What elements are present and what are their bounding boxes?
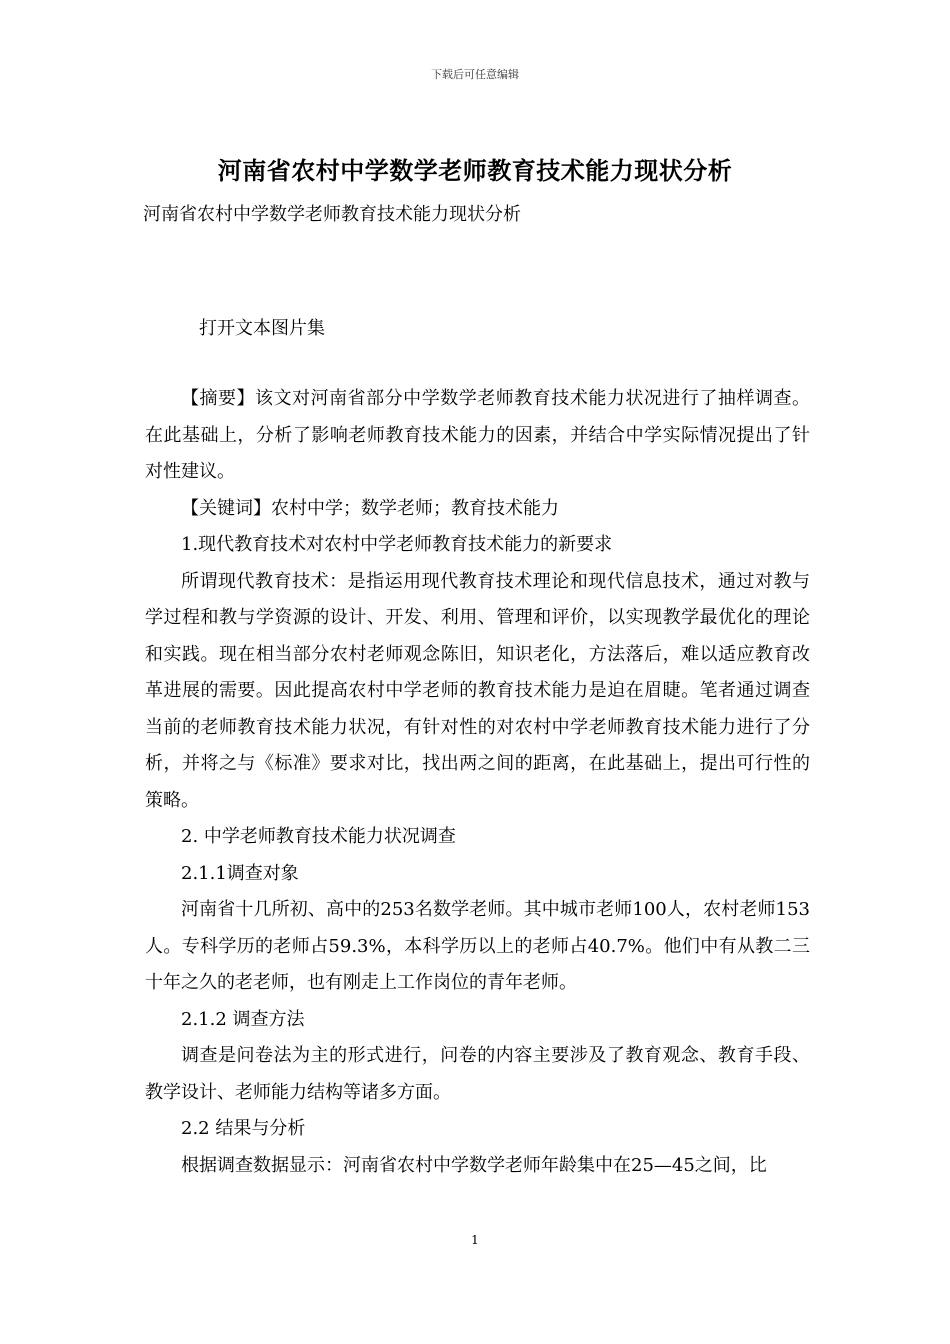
header-note: 下载后可任意编辑 [431, 68, 519, 81]
subsection-heading-2-1-2: 2.1.2 调查方法 [181, 1008, 305, 1030]
body-paragraph: 河南省十几所初、高中的253名数学老师。其中城市老师100人，农村老师153人。专科学历的老师占59.3%，本科学历以上的老师占40.7%。他们中有从教二三十年之久的老老师，也有刚走上工作岗位的青年老师。 [145, 899, 810, 993]
open-image-gallery-link[interactable]: 打开文本图片集 [199, 318, 325, 339]
document-body [145, 381, 810, 1184]
body-paragraph: 调查是问卷法为主的形式进行，问卷的内容主要涉及了教育观念、教育手段、教学设计、老师能力结构等诸多方面。 [145, 1045, 810, 1103]
document-subtitle: 河南省农村中学数学老师教育技术能力现状分析 [143, 204, 521, 225]
subsection-heading-2-1-1: 2.1.1调查对象 [181, 862, 299, 884]
section-heading-1: 1.现代教育技术对农村中学老师教育技术能力的新要求 [181, 534, 613, 555]
keywords-paragraph: 【关键词】农村中学；数学老师；教育技术能力 [181, 497, 559, 519]
section-heading-2: 2. 中学老师教育技术能力状况调查 [181, 826, 456, 847]
page-number: 1 [471, 1233, 479, 1247]
abstract-paragraph: 【摘要】该文对河南省部分中学数学老师教育技术能力状况进行了抽样调查。在此基础上，分析了影响老师教育技术能力的因素，并结合中学实际情况提出了针对性建议。 [145, 388, 810, 482]
body-paragraph: 所谓现代教育技术：是指运用现代教育技术理论和现代信息技术，通过对教与学过程和教与学资源的设计、开发、利用、管理和评价，以实现教学最优化的理论和实践。现在相当部分农村老师观念陈旧，知识老化，方法落后，难以适应教育改革进展的需要。因此提高农村中学老师的教育技术能力是迫在眉睫。笔者通过调查当前的老师教育技术能力状况，有针对性的对农村中学老师教育技术能力进行了分析，并将之与《标准》要求对比，找出两之间的距离，在此基础上，提出可行性的策略。 [145, 570, 810, 811]
document-title: 河南省农村中学数学老师教育技术能力现状分析 [217, 156, 733, 185]
subsection-heading-2-2: 2.2 结果与分析 [181, 1118, 306, 1139]
body-paragraph: 根据调查数据显示：河南省农村中学数学老师年龄集中在25—45之间，比 [181, 1154, 767, 1176]
